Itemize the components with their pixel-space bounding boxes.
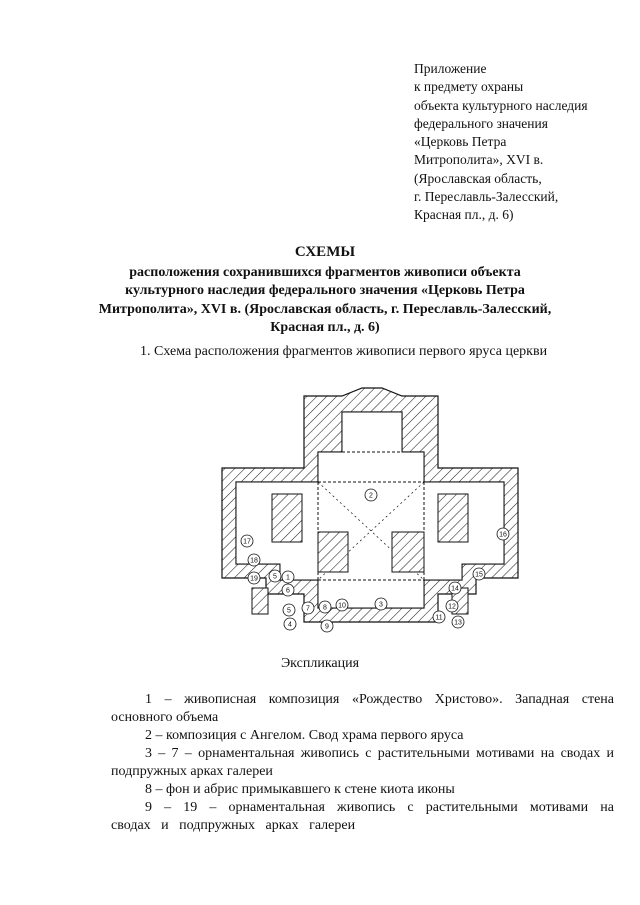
appendix-line: Митрополита», XVI в. bbox=[414, 152, 544, 168]
appendix-line: Красная пл., д. 6) bbox=[414, 207, 514, 223]
marker bbox=[433, 611, 445, 623]
marker bbox=[365, 489, 377, 501]
svg-text:14: 14 bbox=[451, 585, 459, 593]
marker bbox=[283, 604, 295, 616]
marker bbox=[319, 601, 331, 613]
marker bbox=[446, 600, 458, 612]
title-line: расположения сохранившихся фрагментов живописи объекта bbox=[129, 264, 521, 280]
svg-text:5: 5 bbox=[287, 607, 291, 615]
marker bbox=[473, 568, 485, 580]
svg-text:2: 2 bbox=[369, 492, 373, 500]
marker bbox=[449, 582, 461, 594]
church-floor-plan bbox=[212, 382, 528, 640]
document-title bbox=[90, 243, 560, 338]
title-line: культурного наследия федерального значения «Церковь Петра bbox=[125, 283, 525, 298]
legend-item: 2 – композиция с Ангелом. Свод храма первого яруса bbox=[145, 728, 464, 743]
appendix-line: объекта культурного наследия bbox=[414, 97, 588, 113]
marker bbox=[284, 618, 296, 630]
scheme-caption: 1. Схема расположения фрагментов живописи первого яруса церкви bbox=[140, 344, 548, 359]
marker bbox=[282, 584, 294, 596]
appendix-line: к предмету охраны bbox=[414, 79, 524, 95]
legend-item: 9 – 19 – орнаментальная живопись с растительными мотивами на сводах и подпружных арках галереи bbox=[111, 800, 614, 833]
svg-text:17: 17 bbox=[243, 538, 251, 546]
marker bbox=[241, 535, 253, 547]
svg-text:6: 6 bbox=[286, 587, 290, 595]
marker bbox=[321, 620, 333, 632]
marker bbox=[452, 616, 464, 628]
legend-item: 3 – 7 – орнаментальная живопись с растительными мотивами на сводах и подпружных арках галереи bbox=[111, 746, 614, 779]
marker bbox=[248, 554, 260, 566]
appendix-line: Приложение bbox=[414, 61, 487, 76]
marker bbox=[269, 570, 281, 582]
legend-item: 1 – живописная композиция «Рождество Христово». Западная стена основного объема bbox=[111, 692, 614, 725]
legend bbox=[111, 691, 614, 835]
svg-text:15: 15 bbox=[475, 571, 483, 579]
svg-text:5: 5 bbox=[273, 573, 277, 581]
explication-heading: Экспликация bbox=[280, 656, 360, 671]
svg-text:19: 19 bbox=[250, 575, 258, 583]
svg-text:16: 16 bbox=[499, 531, 507, 539]
appendix-block bbox=[414, 60, 629, 225]
appendix-line: федерального значения bbox=[414, 115, 548, 131]
svg-text:4: 4 bbox=[288, 621, 292, 629]
marker bbox=[497, 528, 509, 540]
marker bbox=[336, 599, 348, 611]
svg-text:7: 7 bbox=[306, 605, 310, 613]
appendix-line: «Церковь Петра bbox=[414, 134, 507, 150]
appendix-line: г. Переславль-Залесский, bbox=[414, 189, 559, 205]
svg-text:11: 11 bbox=[435, 614, 443, 622]
marker bbox=[302, 602, 314, 614]
title-line: Митрополита», XVI в. (Ярославская область, г. Переславль-Залесский, bbox=[98, 301, 552, 317]
svg-text:12: 12 bbox=[448, 603, 456, 611]
svg-text:10: 10 bbox=[338, 602, 346, 610]
marker bbox=[282, 571, 294, 583]
marker bbox=[248, 572, 260, 584]
svg-text:18: 18 bbox=[250, 557, 258, 565]
svg-text:3: 3 bbox=[379, 601, 383, 609]
legend-item: 8 – фон и абрис примыкавшего к стене киота иконы bbox=[145, 782, 455, 797]
title-line: Красная пл., д. 6) bbox=[270, 320, 380, 335]
title-main: СХЕМЫ bbox=[294, 244, 356, 260]
svg-text:9: 9 bbox=[325, 623, 329, 631]
svg-text:13: 13 bbox=[454, 619, 462, 627]
svg-text:1: 1 bbox=[286, 574, 290, 582]
marker bbox=[375, 598, 387, 610]
svg-text:8: 8 bbox=[323, 604, 327, 612]
appendix-line: (Ярославская область, bbox=[414, 170, 542, 186]
